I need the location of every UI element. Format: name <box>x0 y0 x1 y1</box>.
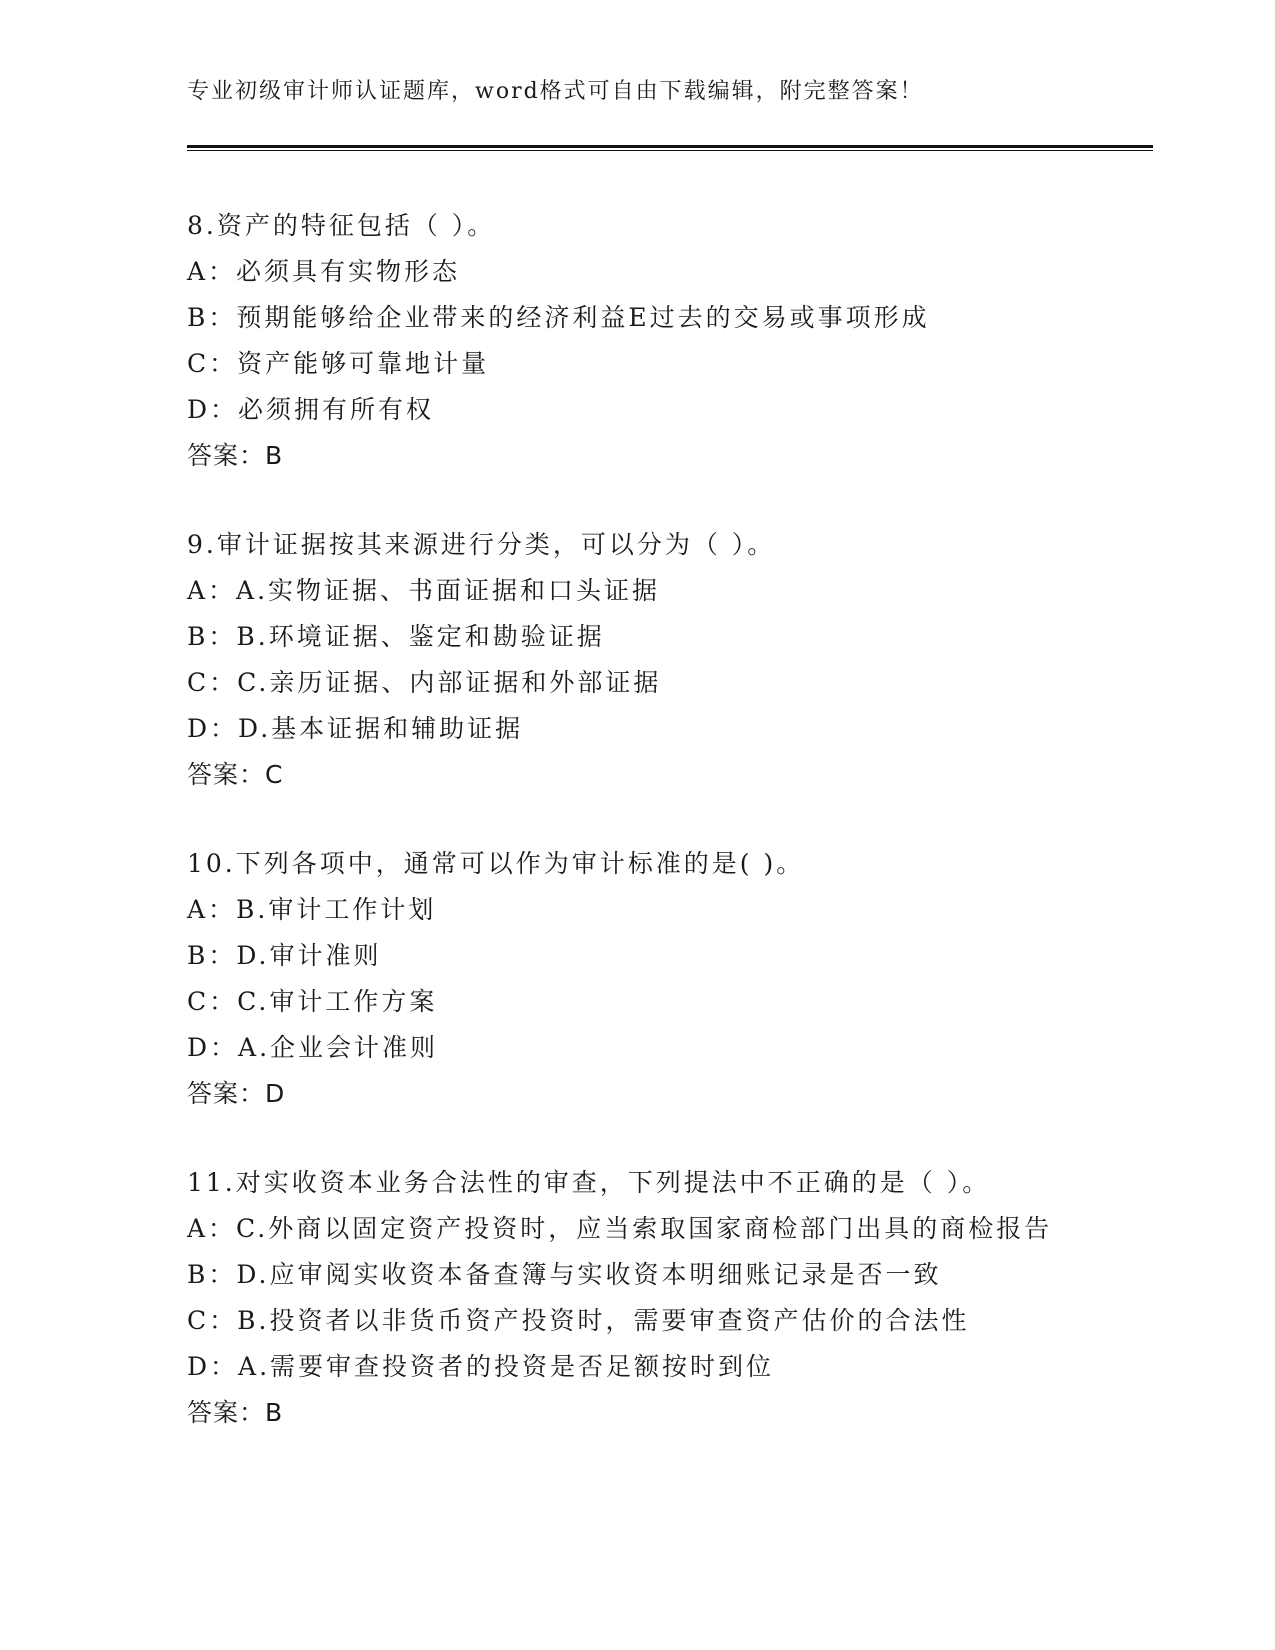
answer-text: 答案：B <box>187 441 284 470</box>
option-a: A：B.审计工作计划 <box>187 895 437 924</box>
question-block <box>187 841 1147 1117</box>
option-b: B：B.环境证据、鉴定和勘验证据 <box>187 622 605 651</box>
option-d: D：A.企业会计准则 <box>187 1033 439 1062</box>
answer-text: 答案：C <box>187 760 284 789</box>
question-stem: 8.资产的特征包括（ ）。 <box>187 211 496 240</box>
option-d: D：A.需要审查投资者的投资是否足额按时到位 <box>187 1352 775 1381</box>
option-c: C：资产能够可靠地计量 <box>187 349 490 378</box>
option-c: C：C.亲历证据、内部证据和外部证据 <box>187 668 662 697</box>
question-block <box>187 203 1147 479</box>
option-b: B：预期能够给企业带来的经济利益E过去的交易或事项形成 <box>187 303 930 332</box>
answer-text: 答案：B <box>187 1398 284 1427</box>
question-stem: 9.审计证据按其来源进行分类，可以分为（ ）。 <box>187 530 776 559</box>
question-stem: 10.下列各项中，通常可以作为审计标准的是( )。 <box>187 849 805 878</box>
question-block <box>187 522 1147 798</box>
option-a: A：必须具有实物形态 <box>187 257 461 286</box>
option-b: B：D.应审阅实收资本备查簿与实收资本明细账记录是否一致 <box>187 1260 942 1289</box>
option-c: C：B.投资者以非货币资产投资时，需要审查资产估价的合法性 <box>187 1306 970 1335</box>
answer-text: 答案：D <box>187 1079 286 1108</box>
option-a: A：A.实物证据、书面证据和口头证据 <box>187 576 661 605</box>
option-a: A：C.外商以固定资产投资时，应当索取国家商检部门出具的商检报告 <box>187 1214 1053 1243</box>
option-c: C：C.审计工作方案 <box>187 987 438 1016</box>
question-stem: 11.对实收资本业务合法性的审查，下列提法中不正确的是（ ）。 <box>187 1168 991 1197</box>
option-d: D：D.基本证据和辅助证据 <box>187 714 524 743</box>
option-d: D：必须拥有所有权 <box>187 395 435 424</box>
option-b: B：D.审计准则 <box>187 941 382 970</box>
header-note: 专业初级审计师认证题库，word格式可自由下载编辑，附完整答案！ <box>187 79 924 104</box>
question-block <box>187 1160 1147 1436</box>
header-divider <box>187 145 1153 151</box>
